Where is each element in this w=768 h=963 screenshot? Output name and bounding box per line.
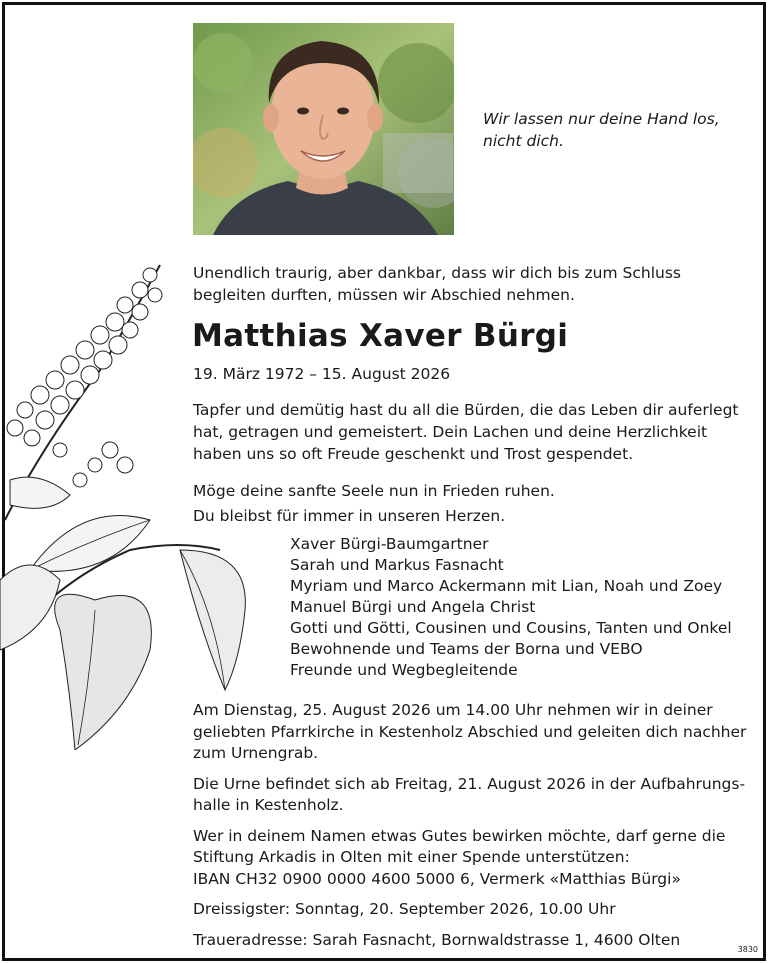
life-dates: 19. März 1972 – 15. August 2026 <box>193 365 451 383</box>
address-line: Traueradresse: Sarah Fasnacht, Bornwaldstrasse 1, 4600 Olten <box>193 930 681 949</box>
deceased-name: Matthias Xaver Bürgi <box>192 318 569 354</box>
intro-text <box>193 262 733 306</box>
mourner-entry: Myriam und Marco Ackermann mit Lian, Noah und Zoey <box>290 577 723 595</box>
donation-line: Wer in deinem Namen etwas Gutes bewirken möchte, darf gerne die <box>193 826 726 845</box>
funeral-line: geliebten Pfarrkirche in Kestenholz Abschied und geleiten dich nachher <box>193 722 747 741</box>
tribute-line: hat, getragen und gemeistert. Dein Lachen und deine Herzlichkeit <box>193 423 708 441</box>
mourner-entry: Sarah und Markus Fasnacht <box>290 556 504 574</box>
intro-line: Unendlich traurig, aber dankbar, dass wir dich bis zum Schluss <box>193 264 681 282</box>
portrait-photo <box>193 23 454 235</box>
intro-line: begleiten durften, müssen wir Abschied nehmen. <box>193 286 575 304</box>
donation-line: Stiftung Arkadis in Olten mit einer Spende unterstützen: <box>193 848 630 866</box>
tribute-line: Tapfer und demütig hast du all die Bürden, die das Leben dir auferlegt <box>193 401 739 419</box>
ad-code: 3830 <box>737 945 758 954</box>
tribute-paragraph <box>193 399 743 465</box>
mourner-entry: Manuel Bürgi und Angela Christ <box>290 598 536 616</box>
donation-line: IBAN CH32 0900 0000 4600 5000 6, Vermerk «Matthias Bürgi» <box>193 869 681 888</box>
funeral-details <box>193 700 745 765</box>
service-info <box>193 700 745 960</box>
urn-line: Die Urne befindet sich ab Freitag, 21. August 2026 in der Aufbahrungs- <box>193 774 746 793</box>
thirtieth-line: Dreissigster: Sonntag, 20. September 2026, 10.00 Uhr <box>193 900 616 918</box>
donation-details <box>193 826 745 891</box>
urn-line: halle in Kestenholz. <box>193 796 344 814</box>
mourner-entry: Freunde und Wegbegleitende <box>290 661 518 679</box>
mourner-entry: Xaver Bürgi-Baumgartner <box>290 535 489 553</box>
mourning-address <box>193 930 745 952</box>
motto-quote <box>483 108 743 152</box>
motto-line: nicht dich. <box>483 132 564 150</box>
motto-line: Wir lassen nur deine Hand los, <box>483 110 720 128</box>
mourner-entry: Gotti und Götti, Cousinen und Cousins, Tanten und Onkel <box>290 619 732 637</box>
tribute-line: haben uns so oft Freude geschenkt und Trost gespendet. <box>193 445 634 463</box>
mourners-list <box>290 534 750 681</box>
thirtieth-mass <box>193 899 745 921</box>
funeral-line: Am Dienstag, 25. August 2026 um 14.00 Uhr nehmen wir in deiner <box>193 701 713 719</box>
farewell-line: Möge deine sanfte Seele nun in Frieden ruhen. <box>193 482 555 500</box>
urn-details <box>193 774 745 817</box>
farewell-paragraph <box>193 479 743 529</box>
funeral-line: zum Urnengrab. <box>193 744 319 762</box>
farewell-line: Du bleibst für immer in unseren Herzen. <box>193 507 506 525</box>
mourner-entry: Bewohnende und Teams der Borna und VEBO <box>290 640 643 658</box>
